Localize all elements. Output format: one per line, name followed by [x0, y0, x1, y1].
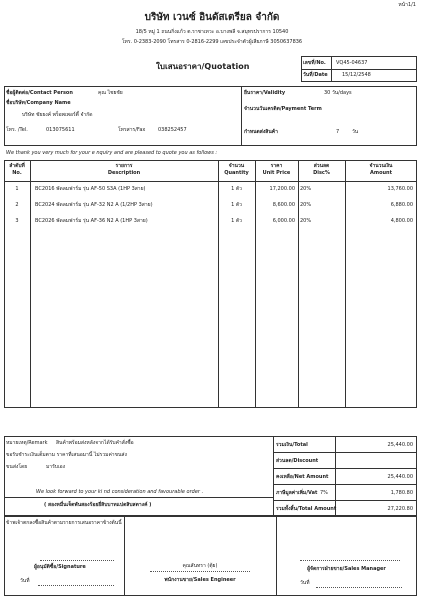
row-description: BC2024 พัดลมฟาร์ม รุ่น AF-32 N2 A (1/2HP 3สาย) [35, 202, 153, 208]
row-no: 1 [15, 186, 19, 192]
col-desc-en: Description [107, 170, 141, 176]
total-label: รวมเงิน/Total [276, 442, 308, 448]
row-qty: 1 ตัว [231, 186, 242, 192]
company-contact: โทร. 0-2383-2090 โทรสาร 0-2816-2299 เลขประจำตัวผู้เสียภาษี 3050637836 [121, 39, 303, 45]
date-value: 15/12/2548 [342, 72, 371, 78]
total-value: 25,440.00 [387, 442, 413, 448]
delivery-value: 7 [336, 129, 340, 135]
col-price-th: ราคา [270, 163, 283, 169]
row-amount: 13,760.00 [387, 186, 413, 192]
remark-line-1: สินค้าพร้อมส่งหลังจากได้รับคำสั่งซื้อ [56, 440, 134, 446]
buyer-signature-label: ผู้อนุมัติซื้อ/Signature [34, 564, 86, 570]
row-description: BC2026 พัดลมฟาร์ม รุ่น AF-36 N2 A (1HP 3สาย) [35, 218, 148, 224]
closing-english: We look forward to your ki nd consideration and favourable order . [36, 489, 204, 495]
shipping-label: ขนส่งโดย [6, 464, 28, 470]
tel-label: โทร. /Tel. [6, 127, 28, 133]
discount-label: ส่วนลด/Discount [276, 458, 319, 464]
tel-value: 013075611 [46, 127, 75, 133]
validity-value: 30 วัน/days [324, 90, 352, 96]
contact-person-value: คุณ ไชยชัย [98, 90, 123, 96]
net-amount-value: 25,440.00 [387, 474, 413, 480]
acceptance-text: ข้าพเจ้าตกลงซื้อสินค้าตามรายการเสนอราคาข้างต้นนี้ [6, 520, 122, 526]
row-discount: 20% [300, 186, 312, 192]
company-name: บริษัท เวนซ์ อินดัสเตรียล จำกัด [144, 12, 280, 23]
vat-value: 1,780.80 [390, 490, 413, 496]
contact-person-label: ชื่อผู้ติดต่อ/Contact Person [6, 90, 73, 96]
sales-engineer-label: พนักงานขาย/Sales Engineer [164, 577, 236, 583]
doc-no: VQ45-04637 [336, 60, 368, 66]
validity-label: ยืนราคา/Validity [244, 90, 286, 96]
signature-box [4, 516, 417, 596]
thank-you-line: We thank you very much for your e nquiry and are pleased to quote you as follows : [6, 150, 218, 156]
col-disc-th: ส่วนลด [313, 163, 330, 169]
doc-no-label: เลขที่/No. [303, 60, 326, 66]
col-desc-th: รายการ [115, 163, 133, 169]
row-discount: 20% [300, 218, 312, 224]
customer-company-value: บริษัท ชัยยงค์ พร็อพเพอร์ตี้ จำกัด [22, 112, 93, 118]
company-address: 18/5 หมู่ 1 ถนนกิ่งแก้ว ต.ราชาเทวะ อ.บางพลี จ.สมุทรปราการ 10540 [135, 29, 289, 35]
col-price-en: Unit Price [262, 170, 291, 176]
col-no-th: ลำดับที่ [9, 163, 25, 169]
grand-total-label: รวมทั้งสิ้น/Total Amount [276, 506, 337, 512]
document-title: ใบเสนอราคา/Quotation [156, 62, 250, 71]
col-qty-th: จำนวน [228, 163, 245, 169]
delivery-unit: วัน [352, 129, 359, 135]
date-label: วันที่/Date [303, 72, 328, 78]
row-price: 17,200.00 [269, 186, 295, 192]
vat-rate: 7% [320, 490, 328, 496]
col-amount-en: Amount [369, 170, 393, 176]
row-no: 2 [15, 202, 19, 208]
row-price: 8,600.00 [272, 202, 295, 208]
row-qty: 1 ตัว [231, 218, 242, 224]
col-qty-en: Quantity [224, 170, 249, 176]
company-name-label: ชื่อบริษัท/Company Name [6, 100, 71, 106]
col-disc-en: Disc% [313, 170, 330, 176]
net-amount-label: คงเหลือ/Net Amount [276, 474, 329, 480]
payment-term-label: จำนวนวันเครดิต/Payment Term [244, 106, 322, 112]
row-amount: 4,800.00 [390, 218, 413, 224]
items-table [4, 160, 417, 408]
row-qty: 1 ตัว [231, 202, 242, 208]
sales-engineer-name: คุณสันทรา (ตุ้ย) [182, 563, 218, 569]
row-discount: 20% [300, 202, 312, 208]
row-price: 6,000.00 [272, 218, 295, 224]
col-amount-th: จำนวนเงิน [369, 163, 393, 169]
sales-manager-label: ผู้จัดการฝ่ายขาย/Sales Manager [307, 566, 386, 572]
shipping-value: มารับเอง [46, 464, 66, 470]
delivery-label: กำหนดส่งสินค้า [244, 129, 278, 135]
row-description: BC2016 พัดลมฟาร์ม รุ่น AF-50 S3A (1HP 3สาย) [35, 186, 146, 192]
vat-label: ภาษีมูลค่าเพิ่ม/Vat [276, 490, 318, 496]
row-no: 3 [15, 218, 19, 224]
fax-label: โทรสาร/Fax [118, 127, 146, 133]
grand-total-value: 27,220.80 [387, 506, 413, 512]
amount-in-words: ( สองหมื่นเจ็ดพันสองร้อยยี่สิบบาทแปดสิบสตางค์ ) [44, 502, 152, 508]
col-no-en: No. [12, 170, 22, 176]
remark-label: หมายเหตุ/Remark [6, 440, 48, 446]
row-amount: 6,880.00 [390, 202, 413, 208]
page-number: หน้า1/1 [398, 2, 416, 8]
manager-date-label: วันที่ [300, 580, 310, 586]
fax-value: 038252457 [158, 127, 187, 133]
remark-line-2: ขอรับชำระเงินเต็มตาม ราคาที่เสนอมานี้ ไม่รวมค่าขนส่ง [6, 452, 127, 458]
buyer-date-label: วันที่ [20, 578, 30, 584]
